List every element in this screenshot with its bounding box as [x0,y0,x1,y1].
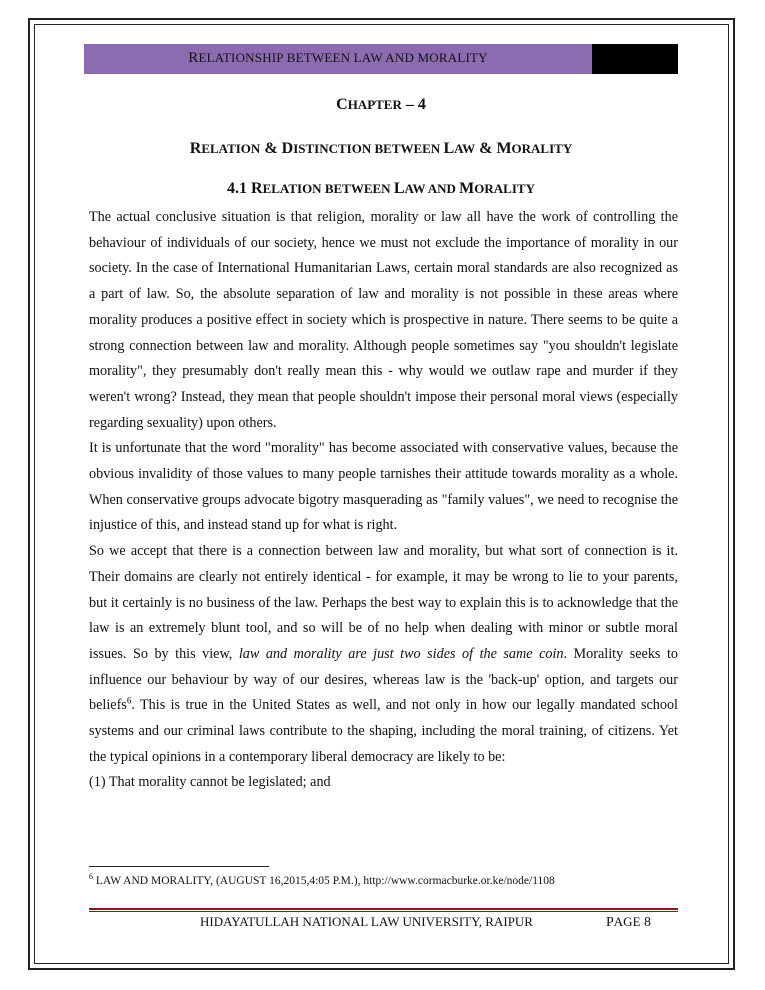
running-header-title: RELATIONSHIP BETWEEN LAW AND MORALITY [188,50,488,66]
section-heading: RELATION & DISTINCTION BETWEEN LAW & MORALITY [189,140,573,157]
paragraph-2: It is unfortunate that the word "morality" has become associated with conservative values, because the obvious invalidity of those values to many people tarnishes their attitude towards morality as a whole. When conservative groups advocate bigotry masquerading as "family values", we need to recognise the injustice of this, and instead stand up for what is right. [89,440,678,534]
list-item-1: (1) That morality cannot be legislated; and [89,774,331,791]
footnote-url[interactable]: ), http://www.cormacburke.or.ke/node/1108 [353,874,555,887]
footnote-reference[interactable]: 6 [126,695,132,706]
italic-phrase: law and morality are just two sides of the same coin [238,645,564,662]
footnote-separator [89,866,269,867]
footer-institution: HIDAYATULLAH NATIONAL LAW UNIVERSITY, RAIPUR [200,914,533,929]
footer-rule-thin [89,911,678,912]
body-text [89,205,678,796]
footnote: $^6$ LAW AND MORALITY, (AUGUST 16,2015,4:05 P.M.), http://www.cormacburke.or.ke/node/1108 [89,872,555,887]
paragraph-1: The actual conclusive situation is that religion, morality or law all have the work of controlling the behaviour of individuals of our society, hence we must not exclude the importance of morality in our society. In the case of International Humanitarian Laws, certain moral standards are also recognized as a part of law. So, the absolute separation of law and morality is not possible in these areas where morality produces a positive effect in society which is prospective in nature. There seems to be quite a strong connection between law and morality. Although people sometimes say "you shouldn't legislate morality", they presumably don't really mean this - why would we outlaw rape and murder if they weren't wrong? Instead, they mean that people shouldn't impose their personal moral views (especially regarding sexuality) upon others. [89,209,678,431]
subsection-heading: 4.1 RELATION BETWEEN LAW AND MORALITY [227,180,535,197]
paragraph-3: So we accept that there is a connection between law and morality, but what sort of connection is it. Their domains are clearly not entirely identical - for example, it may be wrong to lie to your parents, but it certainly is no business of the law. Perhaps the best way to explain this is to acknowledge that the law is an extremely blunt tool, and so will be of no help when dealing with minor or subtle moral issues. So by this view, law and morality are just two sides of the same coin. Morality seeks to influence our behaviour by way of our desires, whereas law is the 'back-up' option, and targets our beliefs$^6$. This is true in the United States as well, and not only in how our legally mandated school systems and our criminal laws contribute to the shaping, including the moral training, of citizens. Yet the typical opinions in a contemporary liberal democracy are likely to be: [89,543,678,765]
page-number: PAGE 8 [606,914,652,930]
chapter-heading: CHAPTER – 4 [336,96,426,113]
header-black-block [592,44,678,74]
footer-rule-thick [89,908,678,910]
